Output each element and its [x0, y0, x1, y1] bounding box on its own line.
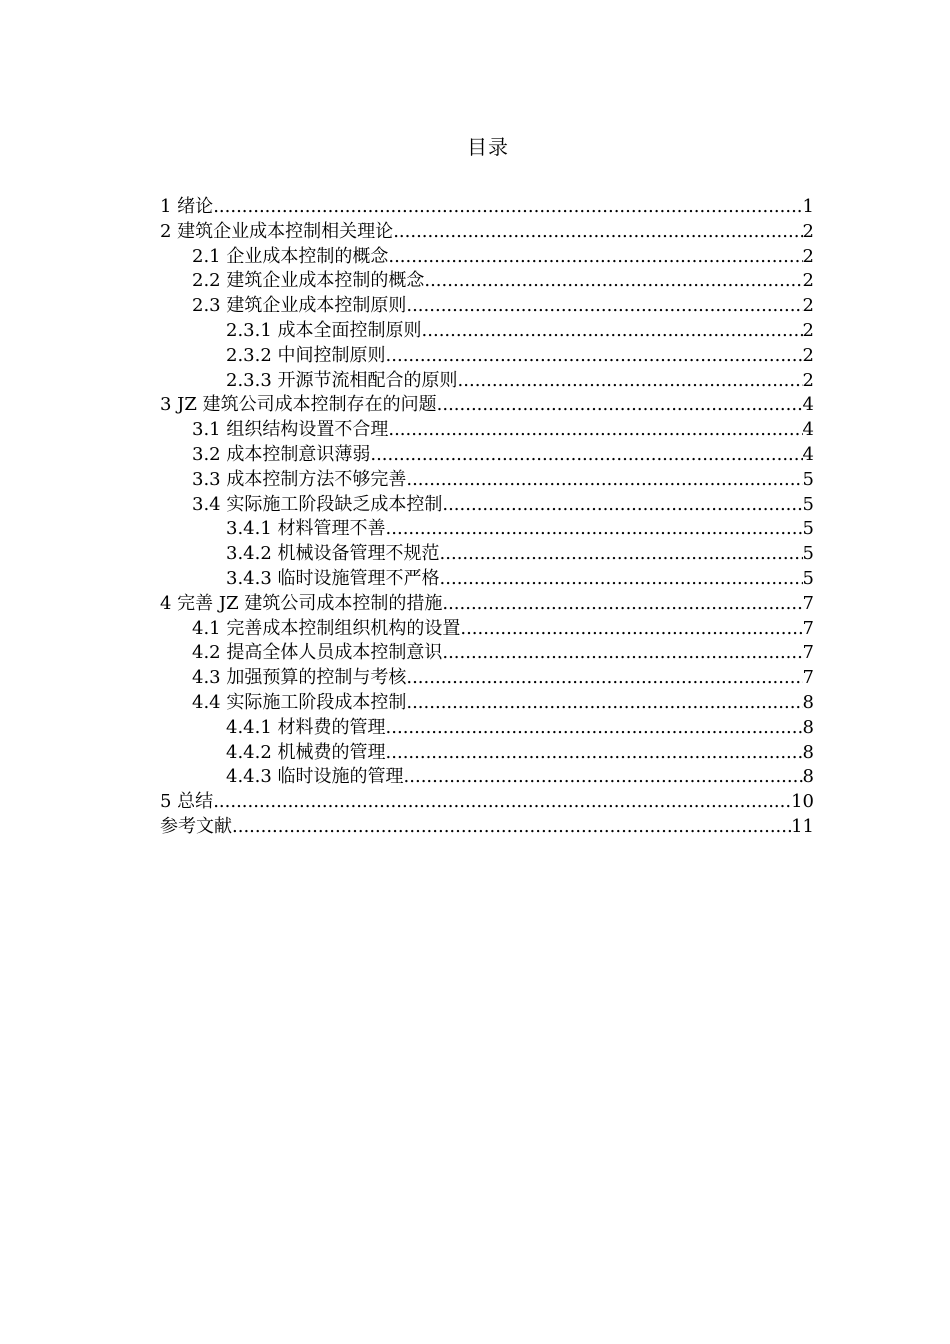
toc-entry-title: 4.4 实际施工阶段成本控制 — [192, 691, 407, 713]
toc-entry[interactable] — [160, 517, 814, 542]
toc-page-number: 7 — [802, 642, 814, 664]
toc-entry-title: 2.2 建筑企业成本控制的概念 — [192, 270, 425, 292]
toc-entry-title: 4.4.1 材料费的管理 — [226, 716, 386, 738]
toc-page-number: 5 — [802, 567, 814, 589]
toc-dot-leader — [370, 443, 802, 468]
toc-entry[interactable] — [160, 741, 814, 766]
toc-entry[interactable] — [160, 468, 814, 493]
toc-dot-leader — [386, 517, 803, 542]
toc-dot-leader — [424, 269, 802, 294]
toc-page-number: 2 — [802, 245, 814, 267]
toc-page-number: 5 — [802, 468, 814, 490]
toc-title: 目录 — [467, 135, 509, 159]
toc-entry-title: 3.1 组织结构设置不合理 — [192, 419, 389, 441]
toc-page-number: 11 — [791, 815, 814, 837]
toc-entry-title: 3.4.2 机械设备管理不规范 — [226, 543, 440, 565]
toc-entry-title: 2.3.2 中间控制原则 — [226, 344, 386, 366]
toc-page-number: 7 — [802, 617, 814, 639]
toc-entry[interactable] — [160, 195, 814, 220]
toc-page-number: 4 — [802, 419, 814, 441]
toc-page-number: 2 — [802, 344, 814, 366]
toc-entry[interactable] — [160, 319, 814, 344]
toc-entry-title: 4.1 完善成本控制组织机构的设置 — [192, 617, 461, 639]
toc-dot-leader — [442, 592, 802, 617]
toc-page-number: 5 — [802, 543, 814, 565]
toc-entry[interactable] — [160, 567, 814, 592]
toc-dot-leader — [460, 617, 802, 642]
toc-dot-leader — [388, 418, 802, 443]
toc-page-number: 2 — [802, 220, 814, 242]
toc-entry-title: 3.4 实际施工阶段缺乏成本控制 — [192, 493, 443, 515]
toc-entry-title: 2 建筑企业成本控制相关理论 — [160, 220, 394, 242]
toc-dot-leader — [406, 294, 802, 319]
toc-dot-leader — [440, 542, 803, 567]
toc-page-number: 7 — [802, 667, 814, 689]
toc-entry-title: 2.3 建筑企业成本控制原则 — [192, 295, 407, 317]
toc-dot-leader — [393, 220, 802, 245]
toc-dot-leader — [388, 245, 802, 270]
toc-entry[interactable] — [160, 369, 814, 394]
toc-page-number: 5 — [802, 518, 814, 540]
toc-dot-leader — [442, 493, 802, 518]
toc-page-number: 8 — [802, 691, 814, 713]
toc-entry[interactable] — [160, 592, 814, 617]
toc-dot-leader — [440, 567, 803, 592]
toc-page-number: 4 — [802, 394, 814, 416]
toc-entry-title: 2.3.1 成本全面控制原则 — [226, 319, 422, 341]
toc-entry-title: 4 完善 JZ 建筑公司成本控制的措施 — [160, 592, 443, 614]
toc-dot-leader — [386, 741, 803, 766]
toc-entry[interactable] — [160, 294, 814, 319]
toc-entry[interactable] — [160, 691, 814, 716]
toc-page-number: 2 — [802, 319, 814, 341]
toc-entry-title: 3.2 成本控制意识薄弱 — [192, 443, 371, 465]
toc-dot-leader — [213, 790, 791, 815]
toc-entry[interactable] — [160, 269, 814, 294]
toc-entry-title: 2.3.3 开源节流相配合的原则 — [226, 369, 458, 391]
toc-dot-leader — [213, 195, 802, 220]
toc-entry-title: 2.1 企业成本控制的概念 — [192, 245, 389, 267]
toc-dot-leader — [232, 815, 791, 840]
toc-entry[interactable] — [160, 716, 814, 741]
toc-entry[interactable] — [160, 344, 814, 369]
toc-entry[interactable] — [160, 765, 814, 790]
toc-entry-title: 3.4.3 临时设施管理不严格 — [226, 567, 440, 589]
toc-entry-title: 3.4.1 材料管理不善 — [226, 518, 386, 540]
toc-entry-title: 4.2 提高全体人员成本控制意识 — [192, 642, 443, 664]
toc-dot-leader — [386, 344, 803, 369]
toc-page-number: 8 — [802, 741, 814, 763]
toc-dot-leader — [406, 666, 802, 691]
toc-entry[interactable] — [160, 542, 814, 567]
toc-dot-leader — [404, 765, 803, 790]
toc-entry[interactable] — [160, 666, 814, 691]
toc-page-number: 8 — [802, 716, 814, 738]
toc-page-number: 2 — [802, 369, 814, 391]
toc-dot-leader — [458, 369, 803, 394]
toc-dot-leader — [406, 691, 802, 716]
toc-entry[interactable] — [160, 245, 814, 270]
toc-dot-leader — [386, 716, 803, 741]
toc-entry[interactable] — [160, 641, 814, 666]
toc-page-number: 10 — [791, 791, 814, 813]
toc-page-number: 2 — [802, 295, 814, 317]
toc-page-number: 8 — [802, 766, 814, 788]
toc-entry-title: 4.4.2 机械费的管理 — [226, 741, 386, 763]
toc-entry[interactable] — [160, 493, 814, 518]
toc-entry[interactable] — [160, 220, 814, 245]
toc-dot-leader — [406, 468, 802, 493]
toc-dot-leader — [422, 319, 803, 344]
toc-entry[interactable] — [160, 790, 814, 815]
toc-entry[interactable] — [160, 418, 814, 443]
toc-entry-title: 4.3 加强预算的控制与考核 — [192, 667, 407, 689]
toc-entry-title: 5 总结 — [160, 791, 214, 813]
toc-dot-leader — [437, 393, 803, 418]
toc-entry[interactable] — [160, 617, 814, 642]
toc-entry[interactable] — [160, 443, 814, 468]
toc-dot-leader — [442, 641, 802, 666]
toc-entry-title: 参考文献 — [160, 815, 232, 837]
toc-page-number: 2 — [802, 270, 814, 292]
toc-entry-title: 1 绪论 — [160, 196, 214, 217]
toc-entry-title: 3 JZ 建筑公司成本控制存在的问题 — [160, 394, 437, 416]
toc-page-number: 4 — [802, 443, 814, 465]
toc-page-number: 1 — [802, 196, 814, 217]
toc-entry-title: 4.4.3 临时设施的管理 — [226, 766, 404, 788]
toc-page-number: 5 — [802, 493, 814, 515]
toc-entry[interactable] — [160, 815, 814, 840]
toc-page-number: 7 — [802, 592, 814, 614]
toc-entry[interactable] — [160, 393, 814, 418]
toc-entry-title: 3.3 成本控制方法不够完善 — [192, 468, 407, 490]
toc-list — [160, 195, 814, 840]
